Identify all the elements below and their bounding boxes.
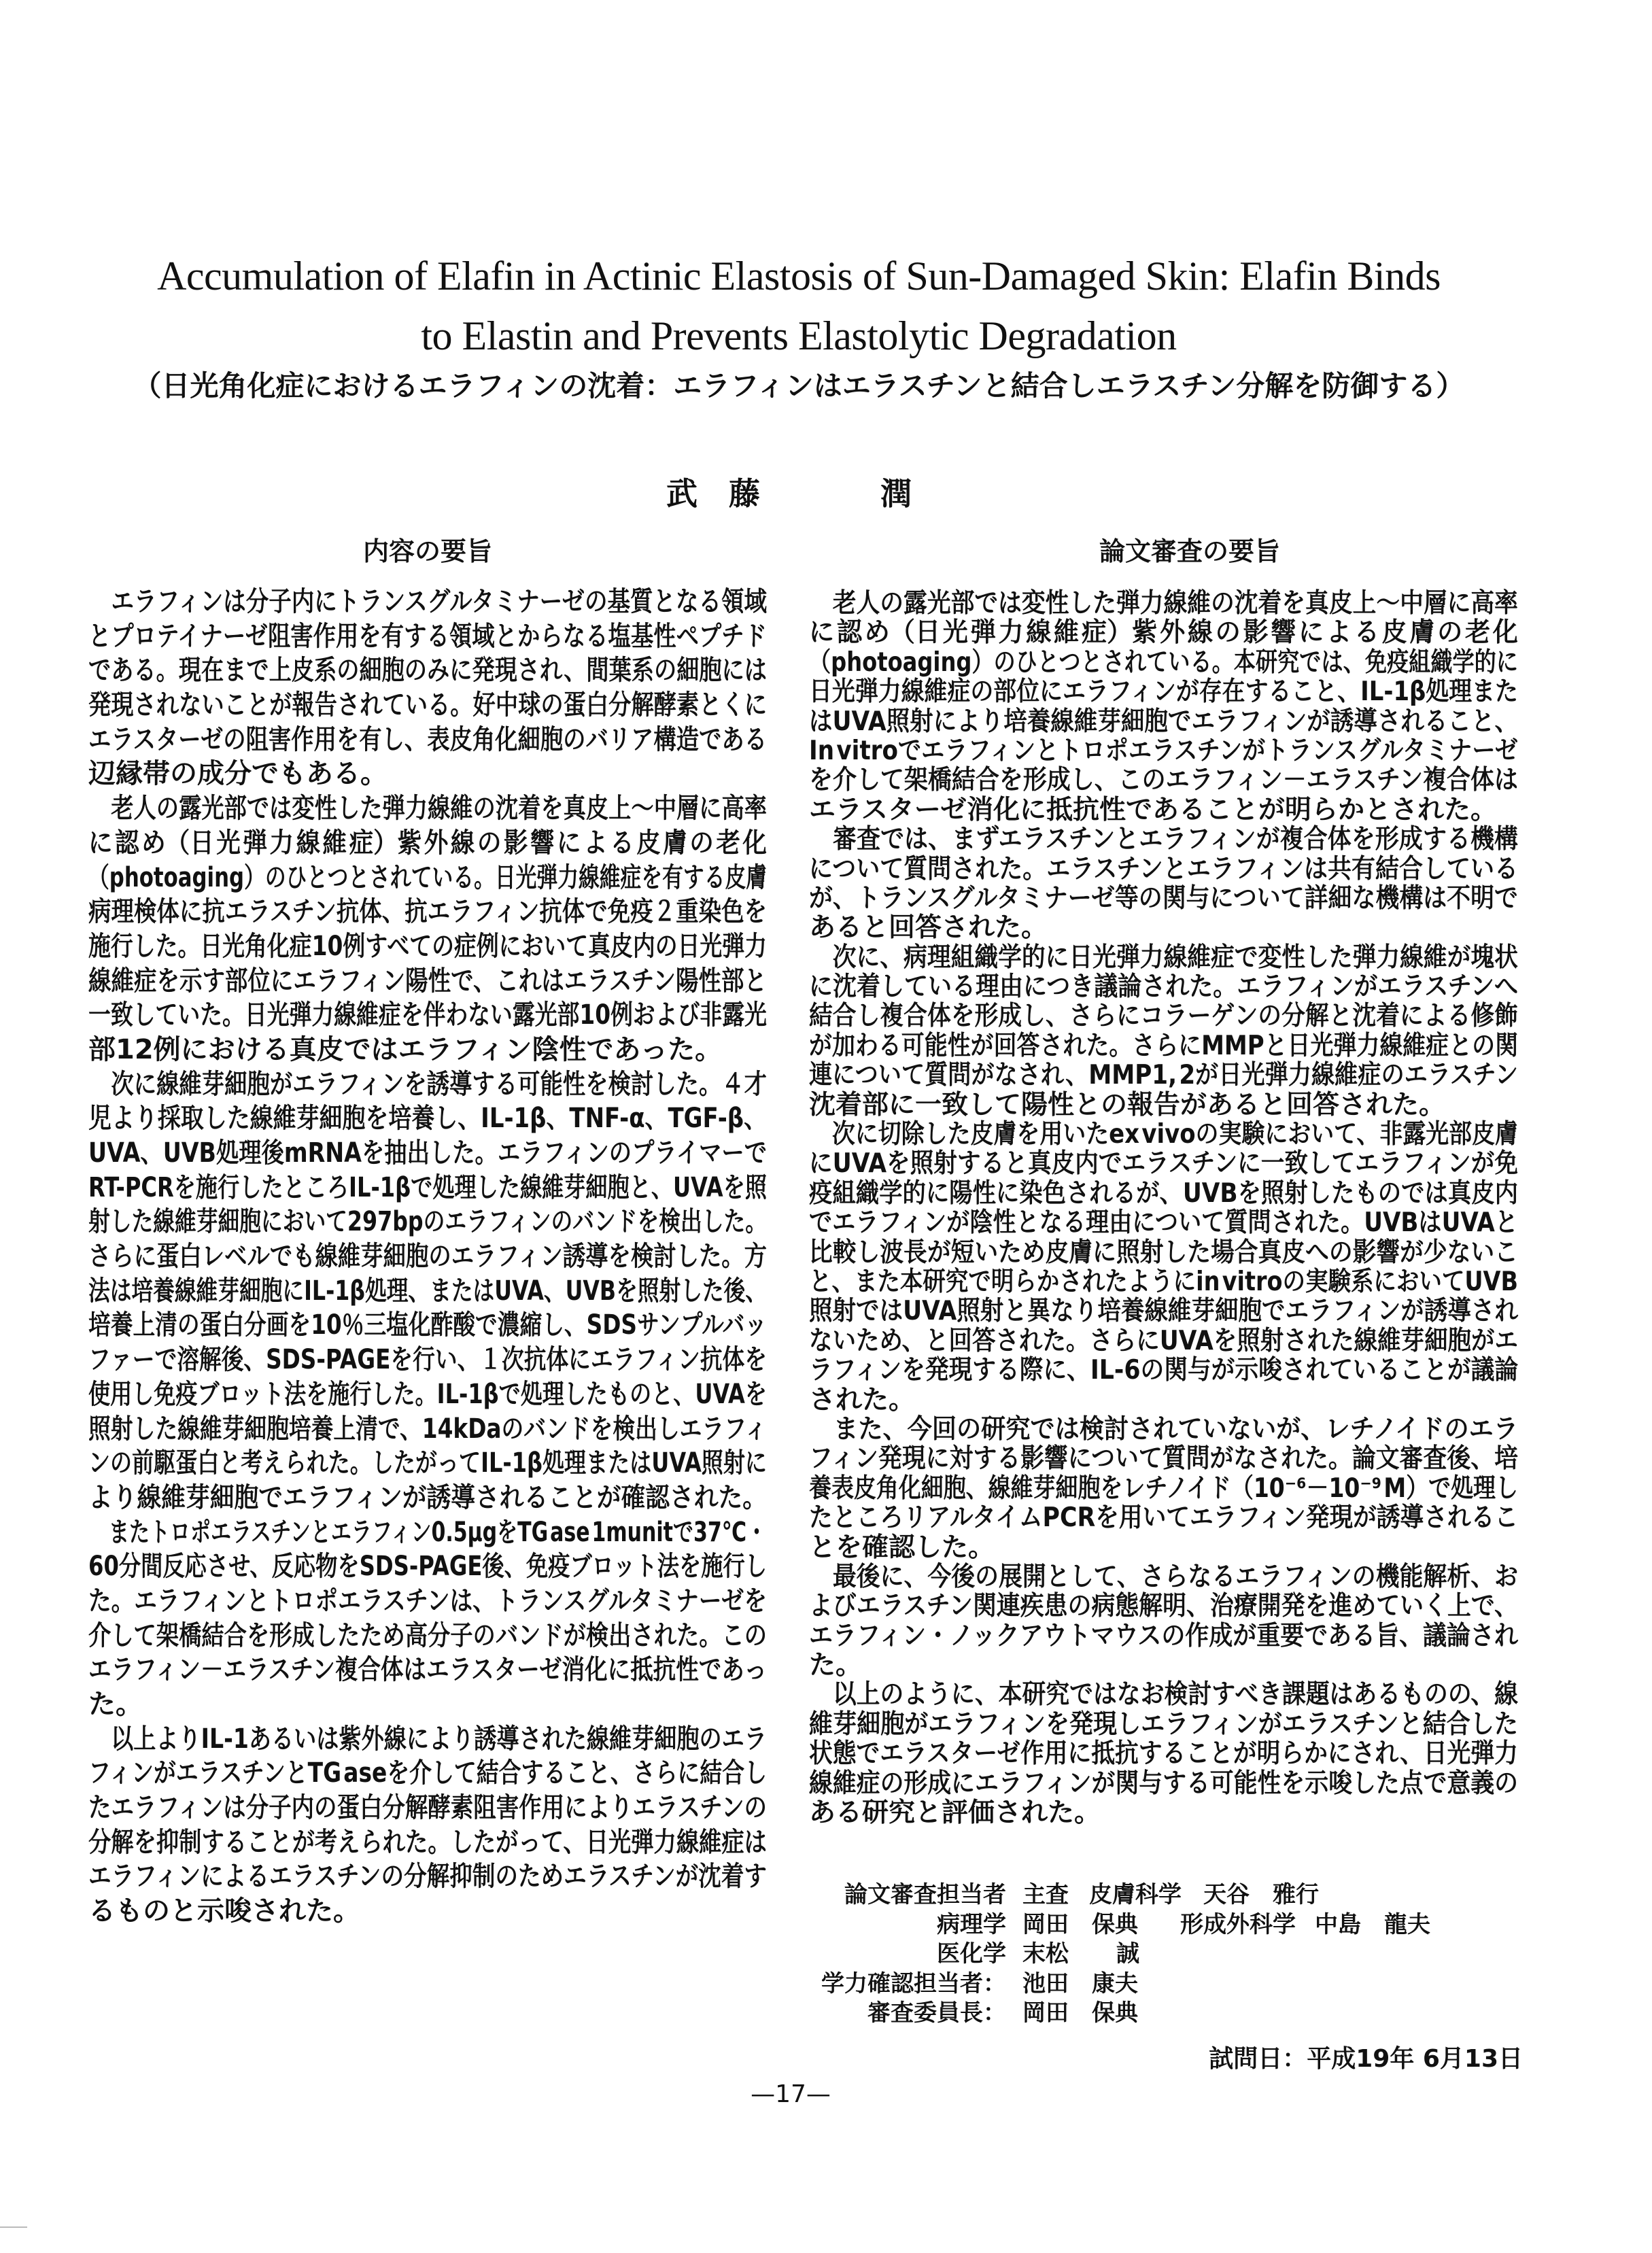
text-line: と、また本研究で明らかされたようにin vitroの実験系においてUVB bbox=[809, 1266, 1518, 1297]
paragraph bbox=[88, 1722, 768, 1929]
text-line: 発現されないことが報告されている。好中球の蛋白分解酵素とくに bbox=[88, 689, 768, 721]
text-line: 児より採取した線維芽細胞を培養し、IL-1β、TNF-α、TGF-β、 bbox=[88, 1103, 768, 1135]
committee-row bbox=[809, 1970, 1473, 1999]
text-line: が加わる可能性が回答された。さらにMMPと日光弾力線維症との関 bbox=[809, 1030, 1519, 1061]
text-line: が、トランスグルタミナーゼ等の関与について詳細な機構は不明で bbox=[809, 882, 1518, 914]
text-line: （photoaging）のひとつとされている。本研究では、免疫組織学的に bbox=[809, 647, 1519, 678]
text-line: 状態でエラスターゼ作用に抵抗することが明らかにされ、日光弾力 bbox=[809, 1738, 1518, 1770]
text-line: ある研究と評価された。 bbox=[809, 1798, 1101, 1829]
text-line: より線維芽細胞でエラフィンが誘導されることが確認された。 bbox=[88, 1481, 767, 1513]
text-line: フィン発現に対する影響について質問がなされた。論文審査後、培 bbox=[809, 1443, 1518, 1475]
text-line: 以上のように、本研究ではなお検討すべき課題はあるものの、線 bbox=[832, 1679, 1518, 1710]
committee-given: 保典 bbox=[1092, 1999, 1138, 2027]
text-line: 介して架橋結合を形成したため高分子のバンドが検出された。この bbox=[88, 1619, 768, 1651]
text-line: 照射した線維芽細胞培養上清で、14kDaのバンドを検出しエラフィ bbox=[88, 1413, 768, 1445]
committee-row bbox=[809, 1910, 1473, 1940]
paragraph bbox=[88, 585, 768, 791]
text-line: でエラフィンが陰性となる理由について質問された。UVBはUVAと bbox=[809, 1207, 1519, 1239]
text-line: た。 bbox=[88, 1689, 143, 1720]
text-line: 最後に、今後の展開として、さらなるエラフィンの機能解析、お bbox=[832, 1561, 1518, 1592]
text-line: るものと示唆された。 bbox=[88, 1895, 360, 1927]
text-line: 老人の露光部では変性した弾力線維の沈着を真皮上～中層に高率 bbox=[111, 793, 768, 825]
left-section-heading: 内容の要旨 bbox=[362, 536, 493, 566]
paragraph bbox=[809, 943, 1519, 1120]
committee-label: 審査委員長： bbox=[867, 1999, 1006, 2027]
text-line: 線維症の形成にエラフィンが関与する可能性を示唆した点で意義の bbox=[809, 1768, 1518, 1799]
text-line: 60分間反応させ、反応物をSDS-PAGE後、免疫ブロット法を施行し bbox=[88, 1551, 767, 1583]
text-line: たエラフィンは分子内の蛋白分解酵素阻害作用によりエラスチンの bbox=[88, 1792, 768, 1824]
text-line: 沈着部に一致して陽性との報告があると回答された。 bbox=[809, 1089, 1446, 1120]
committee-given: 康夫 bbox=[1092, 1970, 1138, 1997]
text-line: 法は培養線維芽細胞にIL-1β処理、またはUVA、UVBを照射した後、 bbox=[88, 1275, 768, 1307]
text-line: 疫組織学的に陽性に染色されるが、UVBを照射したものでは真皮内 bbox=[809, 1177, 1518, 1209]
text-line: あると回答された。 bbox=[809, 912, 1048, 944]
committee-surname: 末松 bbox=[1022, 1940, 1069, 1967]
text-line: エラスターゼの阻害作用を有し、表皮角化細胞のバリア構造である bbox=[88, 723, 768, 755]
text-line: とを確認した。 bbox=[809, 1532, 995, 1563]
text-line: 射した線維芽細胞において297bpのエラフィンのバンドを検出した。 bbox=[88, 1206, 768, 1238]
text-line: 審査では、まずエラスチンとエラフィンが複合体を形成する機構 bbox=[833, 824, 1518, 855]
text-line: 次に切除した皮膚を用いたex vivoの実験において、非露光部皮膚 bbox=[831, 1119, 1518, 1150]
text-line: 以上よりIL-1あるいは紫外線により誘導された線維芽細胞のエラ bbox=[111, 1723, 767, 1755]
text-line: 一致していた。日光弾力線維症を伴わない露光部10例および非露光 bbox=[88, 999, 767, 1031]
paragraph bbox=[809, 1562, 1519, 1681]
committee-label: 論文審査担当者 bbox=[844, 1881, 1006, 1908]
author-surname-2: 藤 bbox=[729, 475, 760, 512]
text-line: に沈着している理由につき議論された。エラフィンがエラスチンへ bbox=[809, 971, 1518, 1003]
text-line: た。 bbox=[809, 1650, 863, 1681]
text-line: エラスターゼ消化に抵抗性であることが明らかとされた。 bbox=[809, 794, 1498, 825]
text-line: 病理検体に抗エラスチン抗体、抗エラフィン抗体で免疫２重染色を bbox=[88, 896, 768, 928]
text-line: を介して架橋結合を形成し、このエラフィン－エラスチン複合体は bbox=[809, 765, 1518, 796]
text-line: はUVA照射により培養線維芽細胞でエラフィンが誘導されること、 bbox=[809, 706, 1519, 737]
text-line: 部12例における真皮ではエラフィン陰性であった。 bbox=[88, 1033, 723, 1065]
committee-given: 保典 bbox=[1092, 1910, 1138, 1938]
paragraph bbox=[88, 791, 768, 1067]
committee-row bbox=[809, 1880, 1473, 1910]
committee-dept: 皮膚科学 bbox=[1089, 1881, 1182, 1908]
committee-row bbox=[809, 1999, 1473, 2029]
japanese-subtitle: （日光角化症におけるエラフィンの沈着：エラフィンはエラスチンと結合しエラスチン分解を防御する） bbox=[133, 369, 1465, 402]
text-line: （photoaging）のひとつとされている。日光弾力線維症を有する皮膚 bbox=[88, 861, 768, 893]
text-line: エラフィンは分子内にトランスグルタミナーゼの基質となる領域 bbox=[111, 586, 767, 617]
committee-surname: 天谷 bbox=[1203, 1881, 1250, 1908]
committee-label: 学力確認担当者： bbox=[821, 1970, 1006, 1997]
text-line: さらに蛋白レベルでも線維芽細胞のエラフィン誘導を検討した。方 bbox=[88, 1241, 768, 1273]
paragraph bbox=[809, 825, 1519, 943]
content-summary-column bbox=[88, 585, 768, 1929]
text-line: 施行した。日光角化症10例すべての症例において真皮内の日光弾力 bbox=[88, 930, 768, 962]
text-line: 比較し波長が短いため皮膚に照射した場合真皮への影響が少ないこ bbox=[809, 1237, 1518, 1268]
committee-given: 龍夫 bbox=[1384, 1910, 1430, 1938]
text-line: エラフィン－エラスチン複合体はエラスターゼ消化に抵抗性であっ bbox=[88, 1654, 768, 1686]
text-line: 次に線維芽細胞がエラフィンを誘導する可能性を検討した。４才 bbox=[111, 1068, 768, 1100]
text-line: に 認 め（日 光 弾 力 線 維 症）紫 外 線 の 影 響 に よ る 皮 膚 の 老 化 bbox=[88, 827, 767, 859]
title-line-2: to Elastin and Prevents Elastolytic Degradation bbox=[421, 313, 1177, 358]
text-line: またトロポエラスチンとエラフィン0.5μgをTG ase 1munitで37℃・ bbox=[108, 1516, 768, 1548]
committee-surname: 岡田 bbox=[1022, 1910, 1069, 1938]
committee-row bbox=[809, 1940, 1473, 1970]
author-surname-1: 武 bbox=[666, 475, 698, 512]
review-summary-column bbox=[809, 589, 1519, 1827]
text-line: について質問された。エラスチンとエラフィンは共有結合している bbox=[809, 853, 1518, 884]
text-line: ファーで溶解後、SDS-PAGEを行い、１次抗体にエラフィン抗体を bbox=[88, 1344, 767, 1376]
text-line: とプロテイナーゼ阻害作用を有する領域とからなる塩基性ペプチド bbox=[88, 620, 768, 652]
text-line: ラフィンを発現する際に、IL-6の関与が示唆されていることが議論 bbox=[809, 1355, 1519, 1386]
text-line: フィンがエラスチンとTG aseを介して結合すること、さらに結合し bbox=[88, 1757, 767, 1789]
text-line: ンの前駆蛋白と考えられた。したがってIL-1β処理またはUVA照射に bbox=[88, 1447, 767, 1479]
committee-given: 誠 bbox=[1116, 1940, 1139, 1967]
paragraph bbox=[809, 1120, 1519, 1415]
text-line: 次に、病理組織学的に日光弾力線維症で変性した弾力線維が塊状 bbox=[832, 942, 1518, 973]
text-line: 線維症を示す部位にエラフィン陽性で、これはエラスチン陽性部と bbox=[88, 965, 767, 997]
text-line: 辺縁帯の成分でもある。 bbox=[88, 758, 388, 790]
text-line: た。エラフィンとトロポエラスチンは、トランスグルタミナーゼを bbox=[88, 1585, 768, 1617]
text-line: にUVAを照射すると真皮内でエラスチンに一致してエラフィンが免 bbox=[809, 1148, 1518, 1180]
text-line: In vitroでエラフィンとトロポエラスチンがトランスグルタミナーゼ bbox=[809, 735, 1518, 766]
committee-surname: 池田 bbox=[1022, 1970, 1069, 1997]
paragraph bbox=[88, 1515, 768, 1722]
text-line: RT-PCRを施行したところIL-1βで処理した線維芽細胞と、UVAを照 bbox=[88, 1171, 768, 1203]
paragraph bbox=[809, 1680, 1519, 1827]
text-line: された。 bbox=[809, 1384, 916, 1415]
committee-surname: 岡田 bbox=[1022, 1999, 1069, 2027]
exam-date: 試問日：平成19年 6月13日 bbox=[1209, 2045, 1523, 2073]
text-line: 分解を抑制することが考えられた。したがって、日光弾力線維症は bbox=[88, 1826, 767, 1858]
text-line: 日光弾力線維症の部位にエラフィンが存在すること、IL-1β処理また bbox=[809, 676, 1518, 708]
text-line: に 認 め（日 光 弾 力 線 維 症）紫 外 線 の 影 響 に よ る 皮 膚 の 老 化 bbox=[809, 617, 1518, 649]
text-line: エラフィン・ノックアウトマウスの作成が重要である旨、議論され bbox=[809, 1620, 1518, 1651]
text-line: よびエラスチン関連疾患の病態解明、治療開発を進めていく上で、 bbox=[809, 1591, 1518, 1622]
text-line: 連について質問がなされ、MMP1, 2が日光弾力線維症のエラスチン bbox=[809, 1060, 1519, 1091]
text-line: 使用し免疫ブロット法を施行した。IL-1βで処理したものと、UVAを bbox=[88, 1378, 767, 1410]
text-line: UVA、UVB処理後mRNAを抽出した。エラフィンのプライマーで bbox=[88, 1137, 768, 1169]
committee-dept: 医化学 bbox=[937, 1940, 1006, 1967]
committee-given: 雅行 bbox=[1273, 1881, 1319, 1908]
paragraph bbox=[88, 1067, 768, 1515]
right-section-heading: 論文審査の要旨 bbox=[1099, 536, 1281, 566]
committee-dept: 病理学 bbox=[937, 1910, 1006, 1938]
text-line: 養表皮角化細胞、線維芽細胞をレチノイド（10⁻⁶－10⁻⁹ M）で処理し bbox=[809, 1473, 1518, 1504]
paragraph bbox=[809, 1415, 1519, 1562]
text-line: たところリアルタイムPCRを用いてエラフィン発現が誘導されるこ bbox=[809, 1502, 1519, 1534]
text-line: 照射ではUVA照射と異なり培養線維芽細胞でエラフィンが誘導され bbox=[809, 1296, 1519, 1327]
text-line: エラフィンによるエラスチンの分解抑制のためエラスチンが沈着す bbox=[88, 1861, 768, 1893]
scan-edge-mark bbox=[0, 2226, 27, 2228]
title-line-1: Accumulation of Elafin in Actinic Elastosis of Sun-Damaged Skin: Elafin Binds bbox=[157, 254, 1441, 298]
text-line: また、今回の研究では検討されていないが、レチノイドのエラ bbox=[833, 1413, 1518, 1445]
committee-dept: 形成外科学 bbox=[1180, 1910, 1296, 1938]
text-line: である。現在まで上皮系の細胞のみに発現され、間葉系の細胞には bbox=[88, 655, 767, 687]
paragraph bbox=[809, 589, 1519, 825]
review-committee bbox=[809, 1880, 1473, 2029]
text-line: 老人の露光部では変性した弾力線維の沈着を真皮上～中層に高率 bbox=[832, 588, 1518, 619]
page-number: —17— bbox=[751, 2080, 831, 2108]
text-line: 培養上清の蛋白分画を10％三塩化酢酸で濃縮し、SDSサンプルバッ bbox=[88, 1309, 768, 1341]
committee-role: 主査 bbox=[1022, 1881, 1069, 1908]
committee-surname: 中島 bbox=[1315, 1910, 1361, 1938]
text-line: ないため、と回答された。さらにUVAを照射された線維芽細胞がエ bbox=[809, 1325, 1518, 1356]
text-line: 維芽細胞がエラフィンを発現しエラフィンがエラスチンと結合した bbox=[809, 1708, 1518, 1740]
text-line: 結合し複合体を形成し、さらにコラーゲンの分解と沈着による修飾 bbox=[809, 1001, 1518, 1032]
author-given-name: 潤 bbox=[880, 475, 912, 512]
